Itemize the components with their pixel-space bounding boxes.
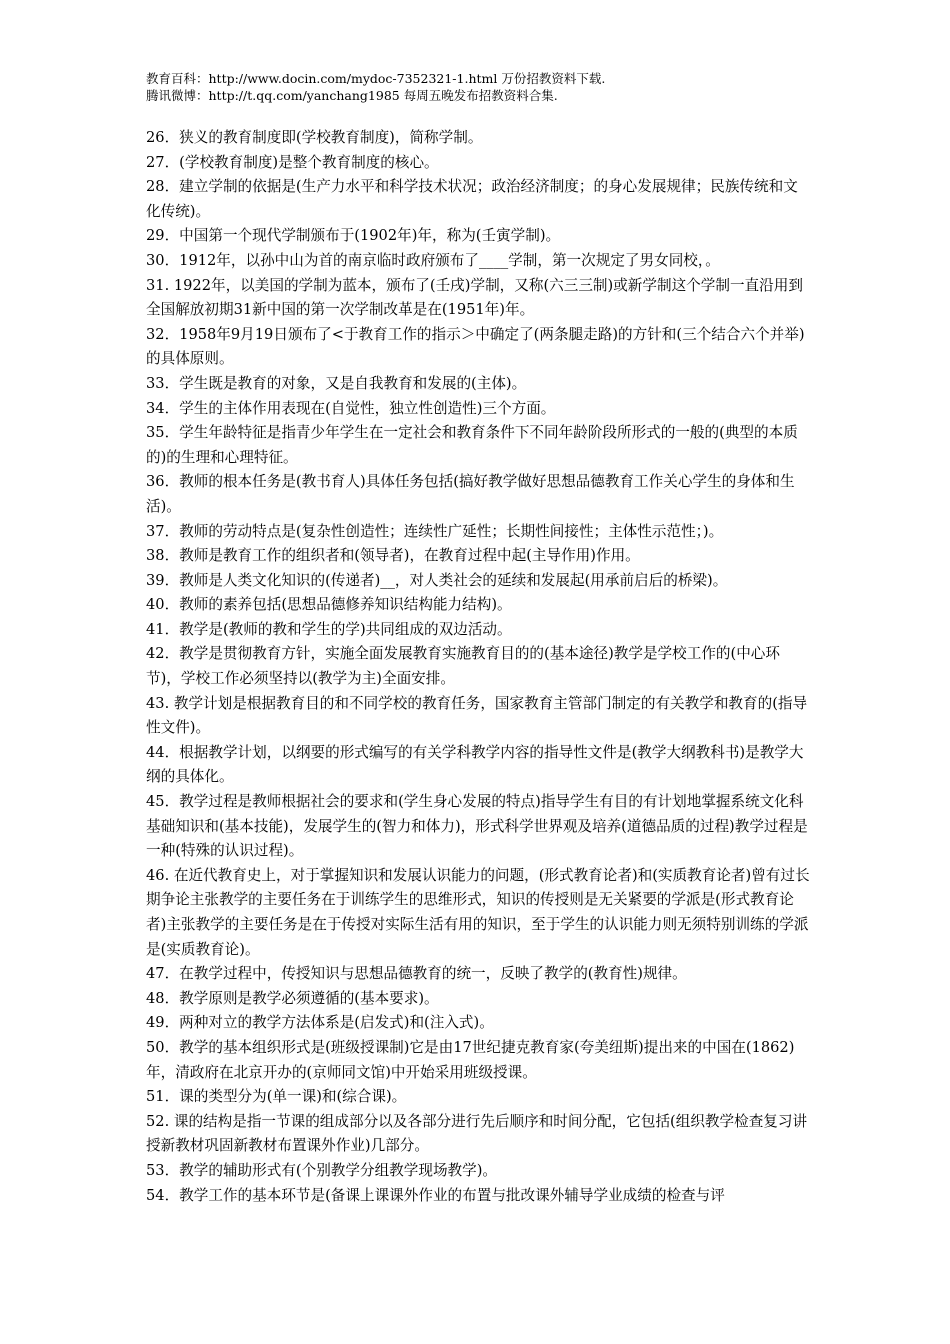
list-item-34: 34．学生的主体作用表现在(自觉性，独立性创造性)三个方面。	[146, 399, 556, 417]
list-item-42: 42．教学是贯彻教育方针，实施全面发展教育实施教育目的的(基本途径)教学是学校工作的(中心环节)，学校工作必须坚持以(教学为主)全面安排。	[146, 645, 780, 688]
list-item-45: 45．教学过程是教师根据社会的要求和(学生身心发展的特点)指导学生有目的有计划地掌握系统文化科基础知识和(基本技能)，发展学生的(智力和体力)，形式科学世界观及培养(道德品质的过程)教学过程是一种(特殊的认识过程)。	[146, 793, 808, 860]
list-item-33: 33．学生既是教育的对象，又是自我教育和发展的(主体)。	[146, 374, 527, 392]
list-item-54: 54．教学工作的基本环节是(备课上课课外作业的布置与批改课外辅导学业成绩的检查与评	[146, 1186, 725, 1204]
page-header	[146, 70, 826, 104]
list-item-36: 36．教师的根本任务是(教书育人)具体任务包括(搞好教学做好思想品德教育工作关心学生的身体和生活)。	[146, 473, 795, 515]
list-item-43: 43. 教学计划是根据教育目的和不同学校的教育任务，国家教育主管部门制定的有关教学和教育的(指导性文件)。	[146, 694, 808, 737]
header-line-encyclopedia: 教育百科：http://www.docin.com/mydoc-7352321-1.html 万份招教资料下载.	[146, 71, 606, 86]
list-item-30: 30．1912年，以孙中山为首的南京临时政府颁布了____学制，第一次规定了男女同校，。	[146, 251, 720, 269]
list-item-31: 31. 1922年，以美国的学制为蓝本，颁布了(壬戌)学制，又称(六三三制)或新学制这个学制一直沿用到全国解放初期31新中国的第一次学制改革是在(1951年)年。	[146, 276, 803, 319]
list-item-48: 48．教学原则是教学必须遵循的(基本要求)。	[146, 989, 439, 1007]
list-item-38: 38．教师是教育工作的组织者和(领导者)，在教育过程中起(主导作用)作用。	[146, 547, 640, 565]
list-item-49: 49．两种对立的教学方法体系是(启发式)和(注入式)。	[146, 1014, 494, 1032]
list-item-35: 35．学生年龄特征是指青少年学生在一定社会和教育条件下不同年龄阶段所形式的一般的(典型的本质的)的生理和心理特征。	[146, 424, 798, 466]
list-item-53: 53．教学的辅助形式有(个别教学分组教学现场教学)。	[146, 1161, 498, 1179]
header-line-weibo: 腾讯微博：http://t.qq.com/yanchang1985 每周五晚发布招教资料合集.	[146, 88, 558, 103]
list-item-50: 50．教学的基本组织形式是(班级授课制)它是由17世纪捷克教育家(夸美纽斯)提出来的中国在(1862)年，清政府在北京开办的(京师同文馆)中开始采用班级授课。	[146, 1038, 795, 1081]
list-item-39: 39．教师是人类文化知识的(传递者)__，对人类社会的延续和发展起(用承前启后的桥梁)。	[146, 571, 728, 589]
list-item-32: 32．1958年9月19日颁布了<于教育工作的指示＞中确定了(两条腿走路)的方针和(三个结合六个并举)的具体原则。	[146, 325, 805, 368]
document-body	[146, 126, 810, 1208]
list-item-29: 29．中国第一个现代学制颁布于(1902年)年，称为(壬寅学制)。	[146, 227, 561, 245]
list-item-51: 51．课的类型分为(单一课)和(综合课)。	[146, 1088, 407, 1106]
list-item-26: 26．狭义的教育制度即(学校教育制度)，简称学制。	[146, 129, 483, 146]
list-item-52: 52. 课的结构是指一节课的组成部分以及各部分进行先后顺序和时间分配，它包括(组织教学检查复习讲授新教材巩固新教材布置课外作业)几部分。	[146, 1112, 808, 1155]
list-item-47: 47．在教学过程中，传授知识与思想品德教育的统一，反映了教学的(教育性)规律。	[146, 965, 687, 983]
list-item-41: 41．教学是(教师的教和学生的学)共同组成的双边活动。	[146, 620, 512, 638]
list-item-46: 46. 在近代教育史上，对于掌握知识和发展认识能力的问题，(形式教育论者)和(实质教育论者)曾有过长期争论主张教学的主要任务在于训练学生的思维形式，知识的传授则是无关紧要的学派是(形式教育论者)主张教学的主要任务是在于传授对实际生活有用的知识，至于学生的认识能力则无须特别训练的学派是(实质教育论)。	[146, 866, 810, 958]
list-item-44: 44．根据教学计划，以纲要的形式编写的有关学科教学内容的指导性文件是(教学大纲教科书)是教学大纲的具体化。	[146, 743, 804, 786]
list-item-27: 27．(学校教育制度)是整个教育制度的核心。	[146, 153, 439, 171]
list-item-28: 28．建立学制的依据是(生产力水平和科学技术状况；政治经济制度；的身心发展规律；民族传统和文化传统)。	[146, 178, 798, 220]
list-item-37: 37．教师的劳动特点是(复杂性创造性；连续性广延性；长期性间接性；主体性示范性；)。	[146, 522, 724, 540]
list-item-40: 40．教师的素养包括(思想品德修养知识结构能力结构)。	[146, 596, 512, 614]
